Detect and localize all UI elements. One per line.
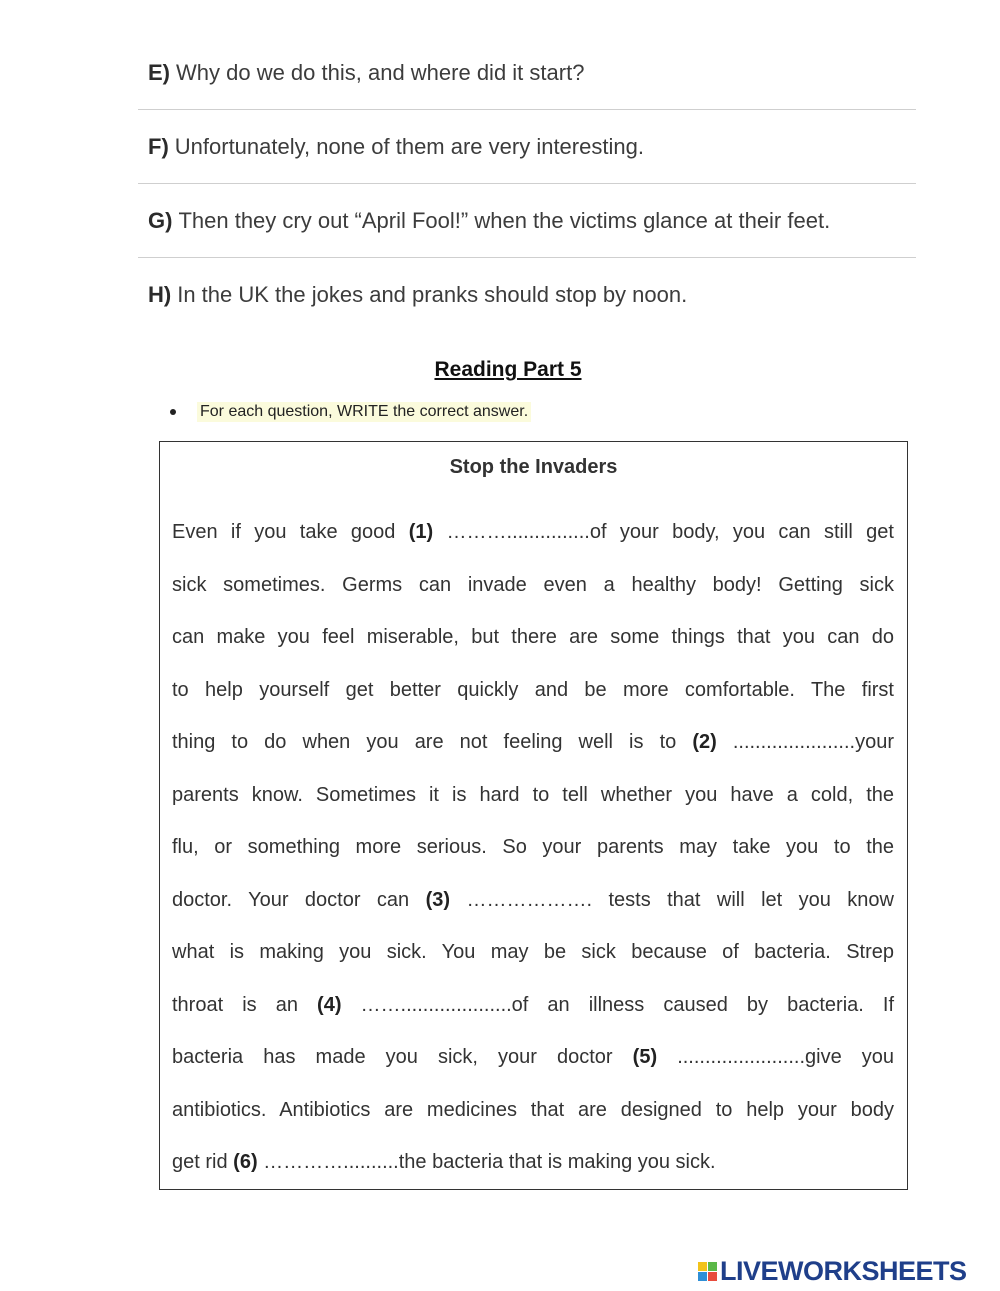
logo-square	[698, 1262, 707, 1271]
answer-gap[interactable]: ……....................of an illness caused by bacteria. If	[341, 993, 894, 1016]
passage-line	[172, 926, 894, 979]
option-row	[138, 258, 916, 332]
logo-square	[698, 1272, 707, 1281]
gap-number: (4)	[317, 993, 342, 1016]
logo-text: LIVEWORKSHEETS	[720, 1256, 967, 1286]
line-text: can make you feel miserable, but there are some things that you can do	[172, 626, 894, 648]
logo-square	[708, 1272, 717, 1281]
gap-number: (6)	[233, 1151, 258, 1173]
passage-line	[172, 559, 894, 612]
logo-square	[708, 1262, 717, 1271]
passage-line	[172, 664, 894, 717]
line-text: doctor. Your doctor can	[172, 888, 426, 911]
answer-gap[interactable]: …………..........the bacteria that is making you sick.	[257, 1151, 716, 1173]
passage-line	[172, 1136, 894, 1189]
line-text: throat is an	[172, 993, 318, 1016]
passage-line	[172, 874, 894, 927]
answer-gap[interactable]: ………...............of your body, you can still get	[433, 521, 894, 543]
option-letter: F)	[148, 133, 169, 159]
passage-box	[159, 441, 908, 1190]
line-text: Even if you take good	[172, 521, 409, 543]
passage-line	[172, 611, 894, 664]
line-text: sick sometimes. Germs can invade even a healthy body! Getting sick	[172, 573, 894, 596]
gap-number: (1)	[408, 521, 434, 543]
passage-line	[172, 979, 894, 1032]
option-letter: E)	[148, 59, 170, 85]
bullet-icon	[170, 409, 176, 415]
instruction-text: For each question, WRITE the correct answer.	[197, 402, 531, 422]
passage-line	[172, 506, 894, 559]
passage-line	[172, 1031, 894, 1084]
line-text: thing to do when you are not feeling well is to	[172, 731, 693, 753]
instruction	[170, 402, 531, 422]
option-row	[138, 110, 916, 184]
line-text: antibiotics. Antibiotics are medicines that are designed to help your body	[172, 1098, 894, 1121]
passage-line	[172, 769, 894, 822]
liveworksheets-logo	[698, 1256, 967, 1287]
answer-options	[138, 36, 916, 332]
answer-gap[interactable]: ......................your	[716, 731, 894, 753]
logo-mark-icon	[698, 1262, 717, 1281]
option-row	[138, 184, 916, 258]
section-title: Reading Part 5	[434, 358, 582, 381]
line-text: get rid	[172, 1151, 234, 1173]
line-text: to help yourself get better quickly and be more comfortable. The first	[172, 678, 894, 701]
gap-number: (3)	[425, 888, 451, 911]
passage-title: Stop the Invaders	[449, 456, 618, 478]
line-text: bacteria has made you sick, your doctor	[172, 1046, 633, 1068]
answer-gap[interactable]: .......................give you	[657, 1046, 895, 1068]
gap-number: (2)	[692, 731, 717, 753]
passage-line	[172, 821, 894, 874]
passage-line	[172, 716, 894, 769]
answer-gap[interactable]: ………………. tests that will let you know	[450, 888, 894, 911]
option-text: Why do we do this, and where did it start?	[176, 59, 585, 85]
line-text: what is making you sick. You may be sick because of bacteria. Strep	[172, 941, 894, 963]
option-row	[138, 36, 916, 110]
line-text: parents know. Sometimes it is hard to tell whether you have a cold, the	[172, 783, 894, 806]
option-letter: G)	[148, 207, 173, 233]
gap-number: (5)	[632, 1046, 658, 1068]
option-text: In the UK the jokes and pranks should stop by noon.	[177, 282, 688, 307]
option-letter: H)	[148, 282, 172, 307]
option-text: Unfortunately, none of them are very interesting.	[174, 133, 644, 159]
passage-text	[172, 506, 894, 1189]
passage-line	[172, 1084, 894, 1137]
line-text: flu, or something more serious. So your parents may take you to the	[172, 836, 894, 858]
option-text: Then they cry out “April Fool!” when the victims glance at their feet.	[178, 207, 831, 233]
